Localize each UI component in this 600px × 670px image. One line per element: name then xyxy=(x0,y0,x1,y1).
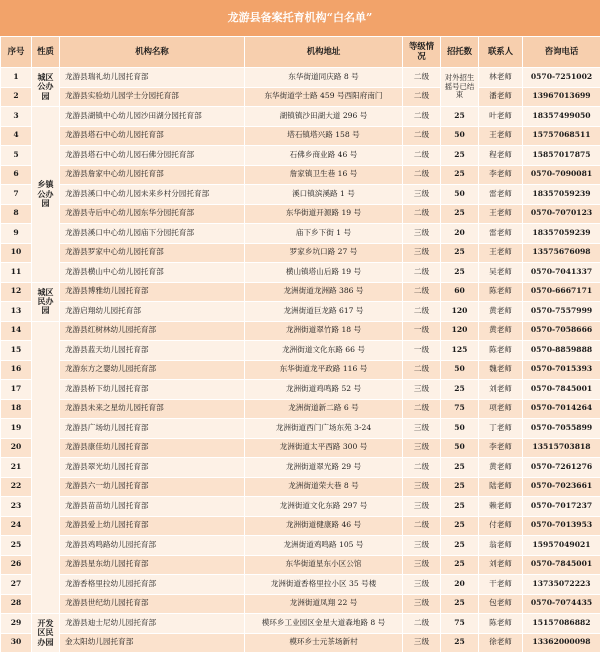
type-cell-empty xyxy=(32,321,60,614)
grade-cell: 三级 xyxy=(403,633,441,653)
phone-cell: 0570-7845001 xyxy=(523,380,600,400)
table-row xyxy=(1,302,600,322)
row-number: 18 xyxy=(1,399,32,419)
contact-cell: 丁老师 xyxy=(479,419,523,439)
institution-name: 龙游县罗家中心幼儿园托育部 xyxy=(60,243,245,263)
capacity-cell: 25 xyxy=(441,516,479,536)
contact-cell: 干老师 xyxy=(479,575,523,595)
institution-address: 模环乡工业园区金星大道森地路 8 号 xyxy=(245,614,403,634)
row-number: 3 xyxy=(1,107,32,127)
institution-name: 龙游县星东幼儿园托育部 xyxy=(60,555,245,575)
table-row xyxy=(1,477,600,497)
row-number: 7 xyxy=(1,185,32,205)
phone-cell: 0570-7041337 xyxy=(523,263,600,283)
grade-cell: 一级 xyxy=(403,341,441,361)
institution-address: 龙洲街道文化东路 297 号 xyxy=(245,497,403,517)
capacity-cell: 50 xyxy=(441,360,479,380)
table-row xyxy=(1,204,600,224)
grade-cell: 二级 xyxy=(403,516,441,536)
table-row xyxy=(1,243,600,263)
institution-address: 龙洲街道凤翔 22 号 xyxy=(245,594,403,614)
row-number: 22 xyxy=(1,477,32,497)
institution-address: 东华街道同庆路 8 号 xyxy=(245,68,403,88)
row-number: 17 xyxy=(1,380,32,400)
capacity-cell: 25 xyxy=(441,263,479,283)
table-row xyxy=(1,360,600,380)
institution-name: 龙游县未来之星幼儿园托育部 xyxy=(60,399,245,419)
capacity-cell: 对外招生摇号已结束 xyxy=(441,68,479,107)
row-number: 27 xyxy=(1,575,32,595)
grade-cell: 三级 xyxy=(403,224,441,244)
phone-cell: 0570-7055899 xyxy=(523,419,600,439)
institution-name: 龙游县实验幼儿园学士分园托育部 xyxy=(60,87,245,107)
table-row xyxy=(1,575,600,595)
row-number: 19 xyxy=(1,419,32,439)
row-number: 26 xyxy=(1,555,32,575)
grade-cell: 三级 xyxy=(403,185,441,205)
capacity-cell: 20 xyxy=(441,224,479,244)
page-title: 龙游县备案托育机构“白名单” xyxy=(0,0,600,36)
contact-cell: 叶老师 xyxy=(479,107,523,127)
capacity-cell: 25 xyxy=(441,380,479,400)
grade-cell: 三级 xyxy=(403,497,441,517)
row-number: 9 xyxy=(1,224,32,244)
institution-name: 龙游县世纪幼儿园托育部 xyxy=(60,594,245,614)
table-row xyxy=(1,516,600,536)
phone-cell: 15857017875 xyxy=(523,146,600,166)
contact-cell: 李老师 xyxy=(479,438,523,458)
contact-cell: 徐老师 xyxy=(479,633,523,653)
institution-address: 横山镇塔山后路 19 号 xyxy=(245,263,403,283)
grade-cell: 二级 xyxy=(403,458,441,478)
institution-name: 龙游县桥下幼儿园托育部 xyxy=(60,380,245,400)
contact-cell: 黄老师 xyxy=(479,321,523,341)
row-number: 16 xyxy=(1,360,32,380)
phone-cell: 0570-8859888 xyxy=(523,341,600,361)
phone-cell: 13575676098 xyxy=(523,243,600,263)
grade-cell: 三级 xyxy=(403,243,441,263)
phone-cell: 0570-7070123 xyxy=(523,204,600,224)
row-number: 2 xyxy=(1,87,32,107)
grade-cell: 三级 xyxy=(403,555,441,575)
institution-name: 龙游县康佳幼儿园托育部 xyxy=(60,438,245,458)
contact-cell: 陈老师 xyxy=(479,282,523,302)
capacity-cell: 50 xyxy=(441,438,479,458)
type-cell: 乡镇公办园 xyxy=(32,107,60,283)
row-number: 24 xyxy=(1,516,32,536)
phone-cell: 13735072223 xyxy=(523,575,600,595)
phone-cell: 0570-7261276 xyxy=(523,458,600,478)
capacity-cell: 25 xyxy=(441,146,479,166)
institution-address: 龙洲街道文化东路 66 号 xyxy=(245,341,403,361)
contact-cell: 陆老师 xyxy=(479,477,523,497)
institution-name: 龙游县溪口中心幼儿园未来乡村分园托育部 xyxy=(60,185,245,205)
institution-name: 金太阳幼儿园托育部 xyxy=(60,633,245,653)
capacity-cell: 60 xyxy=(441,282,479,302)
grade-cell: 二级 xyxy=(403,146,441,166)
institution-name: 龙游县爱上幼儿园托育部 xyxy=(60,516,245,536)
institution-address: 东华街道开源路 19 号 xyxy=(245,204,403,224)
table-body xyxy=(1,68,600,653)
institution-name: 龙游县迪士尼幼儿园托育部 xyxy=(60,614,245,634)
institution-name: 龙游县塔石中心幼儿园托育部 xyxy=(60,126,245,146)
capacity-cell: 50 xyxy=(441,185,479,205)
institution-name: 龙游县横山中心幼儿园托育部 xyxy=(60,263,245,283)
institution-name: 龙游县溪口中心幼儿园庙下分园托育部 xyxy=(60,224,245,244)
grade-cell: 二级 xyxy=(403,263,441,283)
phone-cell: 0570-7845001 xyxy=(523,555,600,575)
row-number: 11 xyxy=(1,263,32,283)
type-cell: 城区公办园 xyxy=(32,68,60,107)
grade-cell: 二级 xyxy=(403,126,441,146)
phone-cell: 13967013699 xyxy=(523,87,600,107)
institution-address: 东华街道学士路 459 号西阳府南门 xyxy=(245,87,403,107)
contact-cell: 刘老师 xyxy=(479,380,523,400)
institution-address: 龙洲街道鸡鸣路 52 号 xyxy=(245,380,403,400)
contact-cell: 赖老师 xyxy=(479,497,523,517)
table-row xyxy=(1,438,600,458)
institution-name: 龙游县塔石中心幼儿园石佛分园托育部 xyxy=(60,146,245,166)
institution-name: 龙游县六一幼儿园托育部 xyxy=(60,477,245,497)
institution-address: 东华街道星东小区公馆 xyxy=(245,555,403,575)
table-row xyxy=(1,126,600,146)
contact-cell: 陈老师 xyxy=(479,614,523,634)
capacity-cell: 50 xyxy=(441,419,479,439)
row-number: 30 xyxy=(1,633,32,653)
row-number: 4 xyxy=(1,126,32,146)
institution-address: 模环乡士元茶场新村 xyxy=(245,633,403,653)
capacity-cell: 25 xyxy=(441,633,479,653)
contact-cell: 项老师 xyxy=(479,399,523,419)
table-row xyxy=(1,282,600,302)
contact-cell: 王老师 xyxy=(479,204,523,224)
col-header-type: 性质 xyxy=(32,37,60,68)
table-row xyxy=(1,224,600,244)
institution-address: 龙洲街道健康路 46 号 xyxy=(245,516,403,536)
phone-cell: 0570-6667171 xyxy=(523,282,600,302)
table-row xyxy=(1,594,600,614)
table-row xyxy=(1,185,600,205)
institution-name: 龙游县广场幼儿园托育部 xyxy=(60,419,245,439)
capacity-cell: 25 xyxy=(441,477,479,497)
contact-cell: 雷老师 xyxy=(479,224,523,244)
row-number: 10 xyxy=(1,243,32,263)
phone-cell: 0570-7017237 xyxy=(523,497,600,517)
grade-cell: 三级 xyxy=(403,536,441,556)
row-number: 20 xyxy=(1,438,32,458)
institution-name: 龙游县詹家中心幼儿园托育部 xyxy=(60,165,245,185)
table-row xyxy=(1,419,600,439)
institution-name: 龙游东方之婴幼儿园托育部 xyxy=(60,360,245,380)
phone-cell: 0570-7074435 xyxy=(523,594,600,614)
capacity-cell: 120 xyxy=(441,321,479,341)
capacity-cell: 50 xyxy=(441,126,479,146)
contact-cell: 程老师 xyxy=(479,146,523,166)
institution-address: 湖镇镇沙田湖大道 296 号 xyxy=(245,107,403,127)
contact-cell: 刘老师 xyxy=(479,555,523,575)
contact-cell: 王老师 xyxy=(479,243,523,263)
phone-cell: 15957049021 xyxy=(523,536,600,556)
table-row xyxy=(1,458,600,478)
table-row xyxy=(1,536,600,556)
phone-cell: 0570-7090081 xyxy=(523,165,600,185)
grade-cell: 二级 xyxy=(403,302,441,322)
col-header-no: 序号 xyxy=(1,37,32,68)
registry-table xyxy=(0,36,600,653)
contact-cell: 翁老师 xyxy=(479,536,523,556)
row-number: 23 xyxy=(1,497,32,517)
row-number: 15 xyxy=(1,341,32,361)
contact-cell: 付老师 xyxy=(479,516,523,536)
col-header-phone: 咨询电话 xyxy=(523,37,600,68)
phone-cell: 13515703818 xyxy=(523,438,600,458)
institution-name: 龙游县苗苗幼儿园托育部 xyxy=(60,497,245,517)
institution-address: 东华街道龙平政路 116 号 xyxy=(245,360,403,380)
contact-cell: 黄老师 xyxy=(479,458,523,478)
row-number: 14 xyxy=(1,321,32,341)
phone-cell: 18357499050 xyxy=(523,107,600,127)
grade-cell: 三级 xyxy=(403,575,441,595)
phone-cell: 0570-7557999 xyxy=(523,302,600,322)
capacity-cell: 25 xyxy=(441,536,479,556)
institution-name: 龙游启翔幼儿园托育部 xyxy=(60,302,245,322)
phone-cell: 0570-7251002 xyxy=(523,68,600,88)
row-number: 13 xyxy=(1,302,32,322)
institution-address: 龙洲街道鸡鸣路 105 号 xyxy=(245,536,403,556)
contact-cell: 王老师 xyxy=(479,126,523,146)
phone-cell: 15157086882 xyxy=(523,614,600,634)
capacity-cell: 125 xyxy=(441,341,479,361)
contact-cell: 陈老师 xyxy=(479,341,523,361)
col-header-grade: 等级情况 xyxy=(403,37,441,68)
grade-cell: 三级 xyxy=(403,477,441,497)
grade-cell: 三级 xyxy=(403,380,441,400)
table-row xyxy=(1,165,600,185)
table-row xyxy=(1,68,600,88)
capacity-cell: 25 xyxy=(441,594,479,614)
phone-cell: 13362000098 xyxy=(523,633,600,653)
grade-cell: 二级 xyxy=(403,87,441,107)
col-header-address: 机构地址 xyxy=(245,37,403,68)
table-row xyxy=(1,146,600,166)
table-row xyxy=(1,263,600,283)
institution-address: 龙洲街道香格里拉小区 35 号楼 xyxy=(245,575,403,595)
institution-name: 龙游县博雅幼儿园托育部 xyxy=(60,282,245,302)
institution-name: 龙游县寺后中心幼儿园东华分园托育部 xyxy=(60,204,245,224)
row-number: 12 xyxy=(1,282,32,302)
table-row xyxy=(1,497,600,517)
institution-address: 石佛乡商业路 46 号 xyxy=(245,146,403,166)
grade-cell: 三级 xyxy=(403,594,441,614)
header-row xyxy=(1,37,600,68)
table-row xyxy=(1,87,600,107)
contact-cell: 潘老师 xyxy=(479,87,523,107)
contact-cell: 魏老师 xyxy=(479,360,523,380)
institution-address: 龙洲街道西门广场东苑 3-24 xyxy=(245,419,403,439)
row-number: 1 xyxy=(1,68,32,88)
row-number: 28 xyxy=(1,594,32,614)
capacity-cell: 20 xyxy=(441,575,479,595)
row-number: 8 xyxy=(1,204,32,224)
capacity-cell: 25 xyxy=(441,204,479,224)
capacity-cell: 25 xyxy=(441,458,479,478)
grade-cell: 二级 xyxy=(403,204,441,224)
institution-name: 龙游县翠光幼儿园托育部 xyxy=(60,458,245,478)
grade-cell: 三级 xyxy=(403,438,441,458)
capacity-cell: 25 xyxy=(441,243,479,263)
institution-address: 龙洲街道翠光路 29 号 xyxy=(245,458,403,478)
institution-address: 龙洲街道太平西路 300 号 xyxy=(245,438,403,458)
contact-cell: 吴老师 xyxy=(479,263,523,283)
grade-cell: 二级 xyxy=(403,282,441,302)
institution-name: 龙游县蓝天幼儿园托育部 xyxy=(60,341,245,361)
row-number: 29 xyxy=(1,614,32,634)
row-number: 21 xyxy=(1,458,32,478)
type-cell: 开发区民办园 xyxy=(32,614,60,653)
phone-cell: 0570-7058666 xyxy=(523,321,600,341)
institution-name: 龙游县湖镇中心幼儿园沙田湖分园托育部 xyxy=(60,107,245,127)
institution-name: 龙游县红树林幼儿园托育部 xyxy=(60,321,245,341)
institution-address: 罗家乡坑口路 27 号 xyxy=(245,243,403,263)
grade-cell: 二级 xyxy=(403,360,441,380)
capacity-cell: 75 xyxy=(441,399,479,419)
phone-cell: 0570-7014264 xyxy=(523,399,600,419)
contact-cell: 黄老师 xyxy=(479,302,523,322)
phone-cell: 0570-7013953 xyxy=(523,516,600,536)
institution-address: 詹家镇卫生巷 16 号 xyxy=(245,165,403,185)
grade-cell: 二级 xyxy=(403,68,441,88)
capacity-cell: 75 xyxy=(441,614,479,634)
grade-cell: 一级 xyxy=(403,321,441,341)
institution-address: 龙洲街道荣大巷 8 号 xyxy=(245,477,403,497)
table-row xyxy=(1,633,600,653)
capacity-cell: 120 xyxy=(441,302,479,322)
grade-cell: 二级 xyxy=(403,107,441,127)
institution-address: 龙洲街道新二路 6 号 xyxy=(245,399,403,419)
phone-cell: 15757068511 xyxy=(523,126,600,146)
capacity-cell: 25 xyxy=(441,107,479,127)
table-row xyxy=(1,341,600,361)
table-row xyxy=(1,399,600,419)
table-row xyxy=(1,380,600,400)
col-header-name: 机构名称 xyxy=(60,37,245,68)
row-number: 6 xyxy=(1,165,32,185)
institution-address: 塔石镇塔兴路 158 号 xyxy=(245,126,403,146)
phone-cell: 18357059239 xyxy=(523,185,600,205)
col-header-capacity: 招托数 xyxy=(441,37,479,68)
contact-cell: 李老师 xyxy=(479,165,523,185)
contact-cell: 包老师 xyxy=(479,594,523,614)
col-header-contact: 联系人 xyxy=(479,37,523,68)
grade-cell: 二级 xyxy=(403,399,441,419)
type-cell: 城区民办园 xyxy=(32,282,60,321)
grade-cell: 三级 xyxy=(403,419,441,439)
capacity-cell: 25 xyxy=(441,497,479,517)
table-row xyxy=(1,107,600,127)
institution-name: 龙游县瑞礼幼儿园托育部 xyxy=(60,68,245,88)
capacity-cell: 25 xyxy=(441,165,479,185)
grade-cell: 二级 xyxy=(403,614,441,634)
grade-cell: 二级 xyxy=(403,165,441,185)
table-row xyxy=(1,321,600,341)
row-number: 5 xyxy=(1,146,32,166)
institution-address: 龙洲街道龙洲路 386 号 xyxy=(245,282,403,302)
institution-address: 龙洲街道翠竹路 18 号 xyxy=(245,321,403,341)
capacity-cell: 25 xyxy=(441,555,479,575)
phone-cell: 0570-7015393 xyxy=(523,360,600,380)
institution-name: 龙游香格里拉幼儿园托育部 xyxy=(60,575,245,595)
institution-address: 庙下乡下街 1 号 xyxy=(245,224,403,244)
institution-address: 溪口镇滨溪路 1 号 xyxy=(245,185,403,205)
contact-cell: 林老师 xyxy=(479,68,523,88)
row-number: 25 xyxy=(1,536,32,556)
phone-cell: 18357059239 xyxy=(523,224,600,244)
phone-cell: 0570-7023661 xyxy=(523,477,600,497)
table-row xyxy=(1,555,600,575)
institution-address: 龙洲街道巨龙路 617 号 xyxy=(245,302,403,322)
table-row xyxy=(1,614,600,634)
institution-name: 龙游县鸡鸣路幼儿园托育部 xyxy=(60,536,245,556)
contact-cell: 雷老师 xyxy=(479,185,523,205)
